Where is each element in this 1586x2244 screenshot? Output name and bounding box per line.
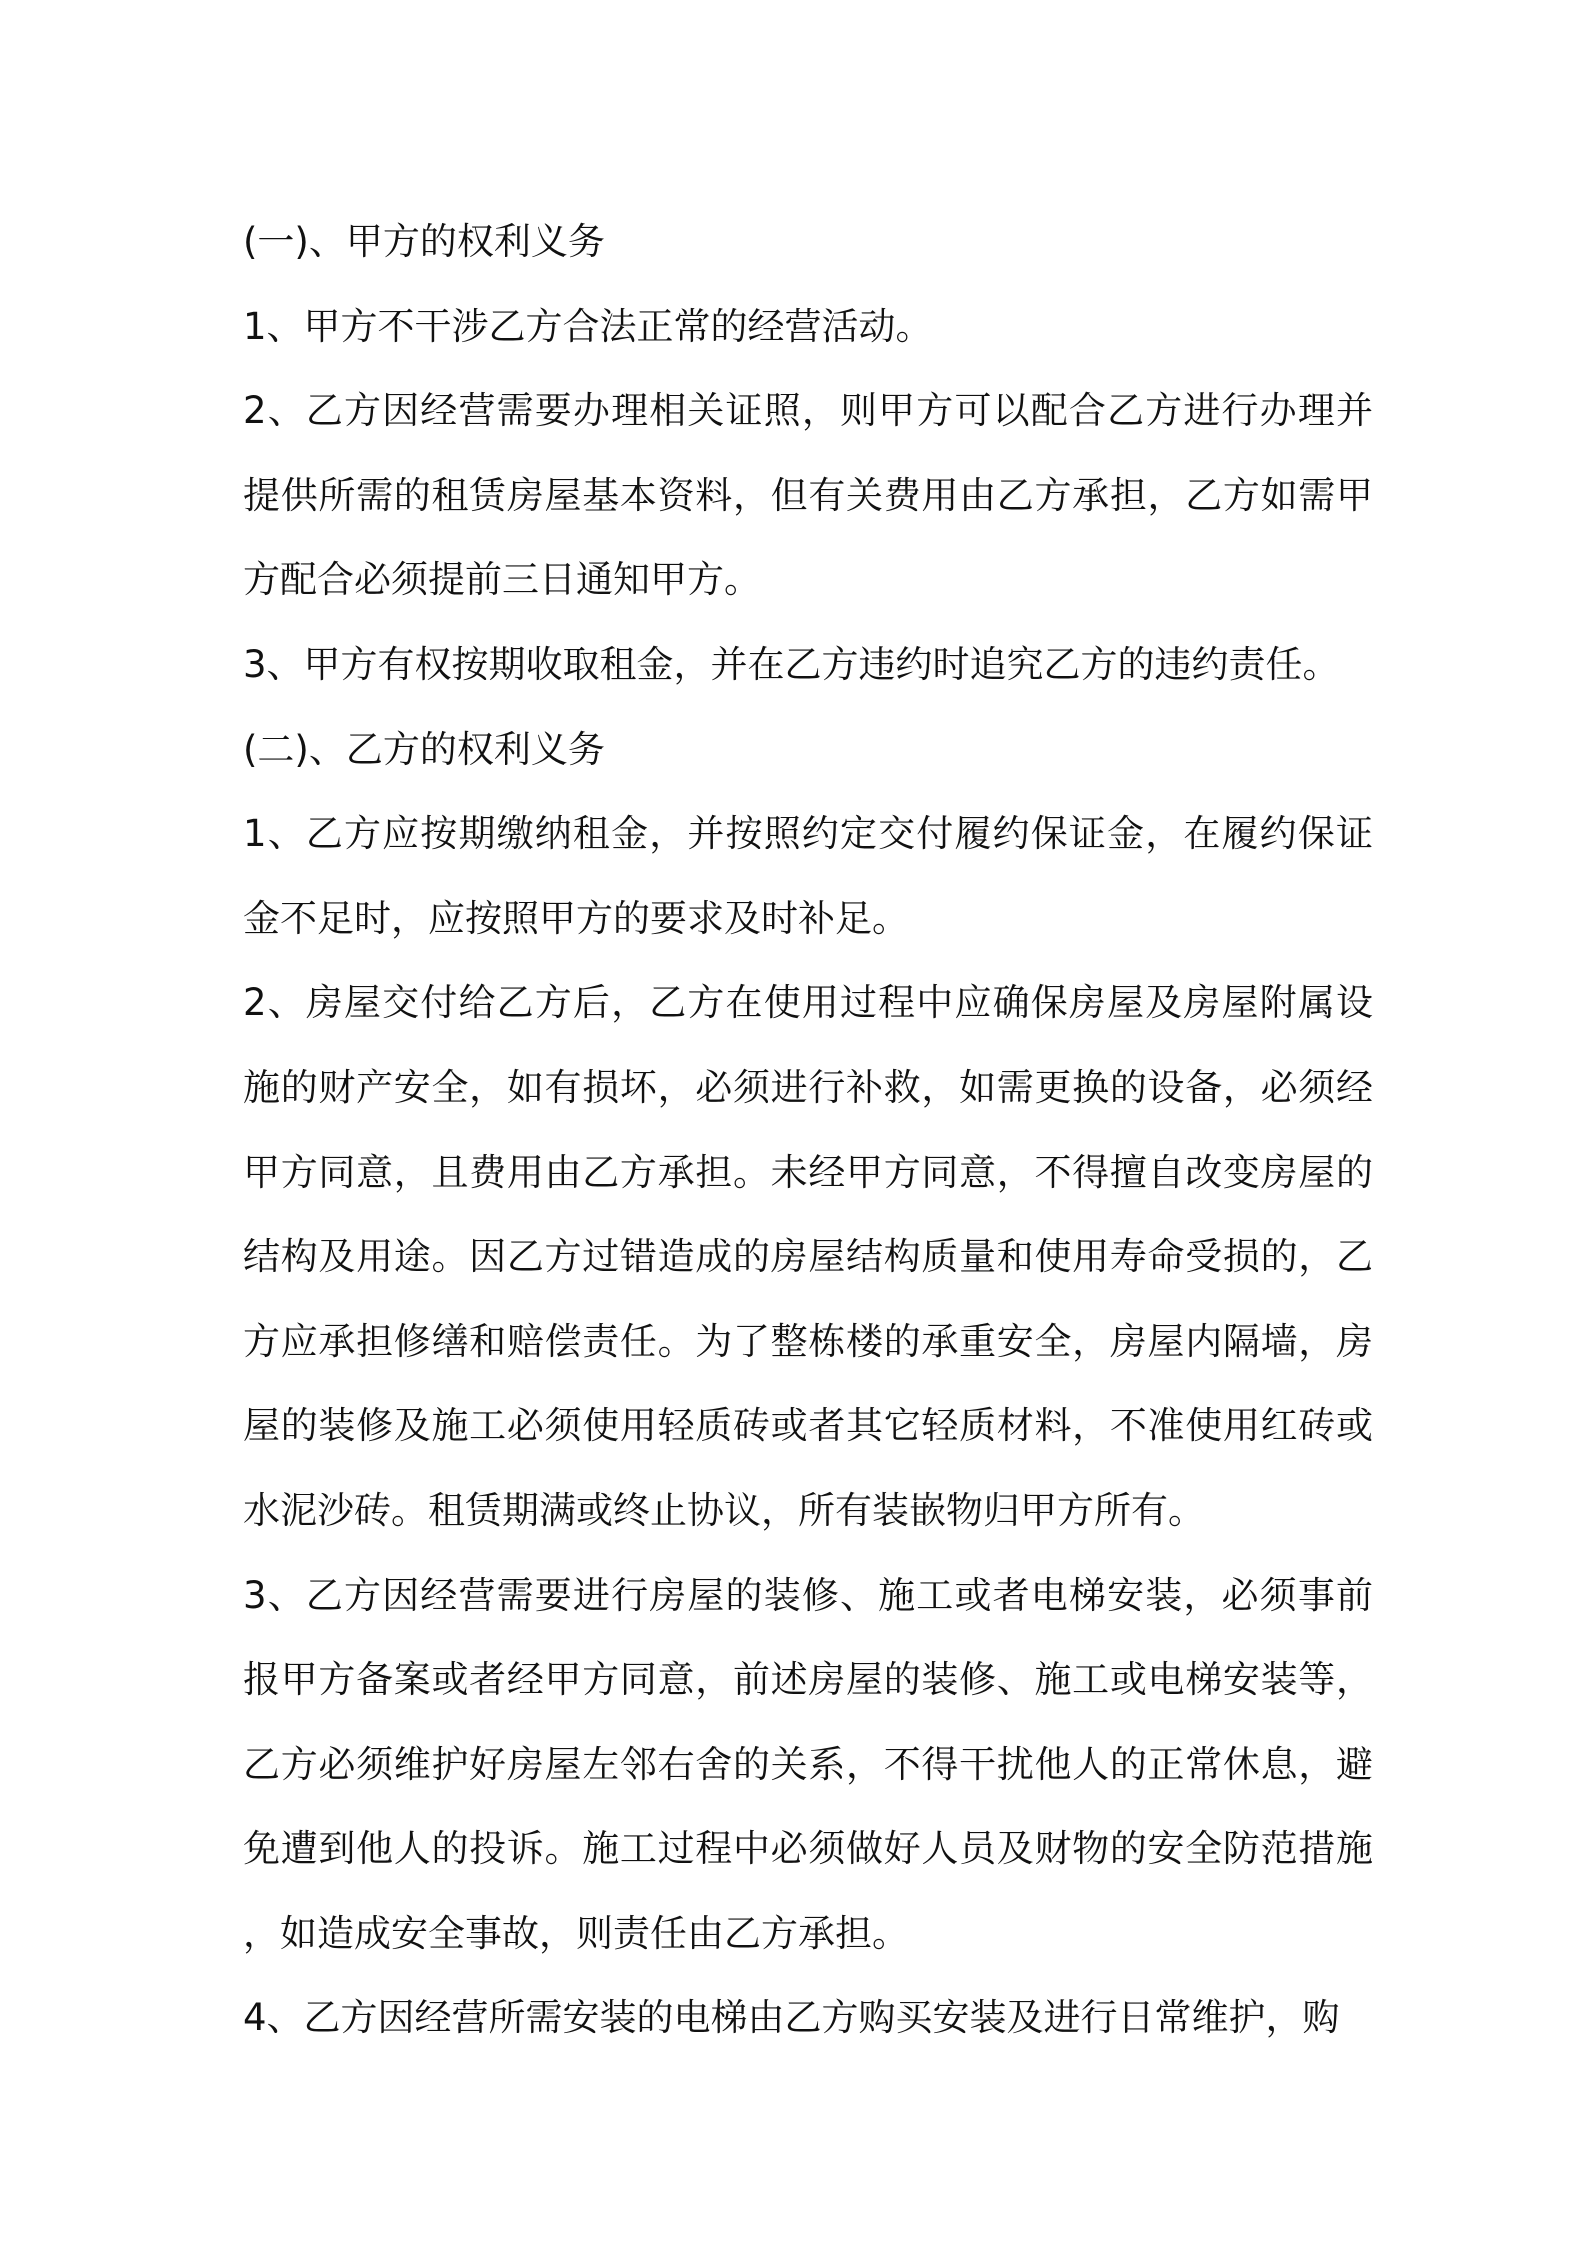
- clause-a-3: 3、甲方有权按期收取租金，并在乙方违约时追究乙方的违约责任。: [243, 642, 1340, 686]
- clause-b-2: 2、房屋交付给乙方后，乙方在使用过程中应确保房屋及房屋附属设施的财产安全，如有损坏，必须进行补救，如需更换的设备，必须经甲方同意，且费用由乙方承担。未经甲方同意，不得擅自改变房屋的结构及用途。因乙方过错造成的房屋结构质量和使用寿命受损的，乙方应承担修缮和赔偿责任。为了整栋楼的承重安全，房屋内隔墙，房屋的装修及施工必须使用轻质砖或者其它轻质材料，不准使用红砖或水泥沙砖。租赁期满或终止协议，所有装嵌物归甲方所有。: [243, 981, 1373, 1532]
- section-heading-party-a: (一)、甲方的权利义务: [243, 220, 605, 263]
- section-heading-party-b: (二)、乙方的权利义务: [243, 727, 605, 771]
- clause-b-3: 3、乙方因经营需要进行房屋的装修、施工或者电梯安装，必须事前报甲方备案或者经甲方同意，前述房屋的装修、施工或电梯安装等，乙方必须维护好房屋左邻右舍的关系，不得干扰他人的正常休息，避免遭到他人的投诉。施工过程中必须做好人员及财物的安全防范措施，如造成安全事故，则责任由乙方承担。: [243, 1573, 1373, 1955]
- clause-a-1: 1、甲方不干涉乙方合法正常的经营活动。: [243, 304, 933, 348]
- document-body: [243, 200, 1373, 2061]
- clause-b-4: 4、乙方因经营所需安装的电梯由乙方购买安装及进行日常维护，购: [243, 1996, 1340, 2040]
- clause-a-2: 2、乙方因经营需要办理相关证照，则甲方可以配合乙方进行办理并提供所需的租赁房屋基本资料，但有关费用由乙方承担，乙方如需甲方配合必须提前三日通知甲方。: [243, 389, 1373, 602]
- clause-b-1: 1、乙方应按期缴纳租金，并按照约定交付履约保证金，在履约保证金不足时，应按照甲方的要求及时补足。: [243, 812, 1373, 940]
